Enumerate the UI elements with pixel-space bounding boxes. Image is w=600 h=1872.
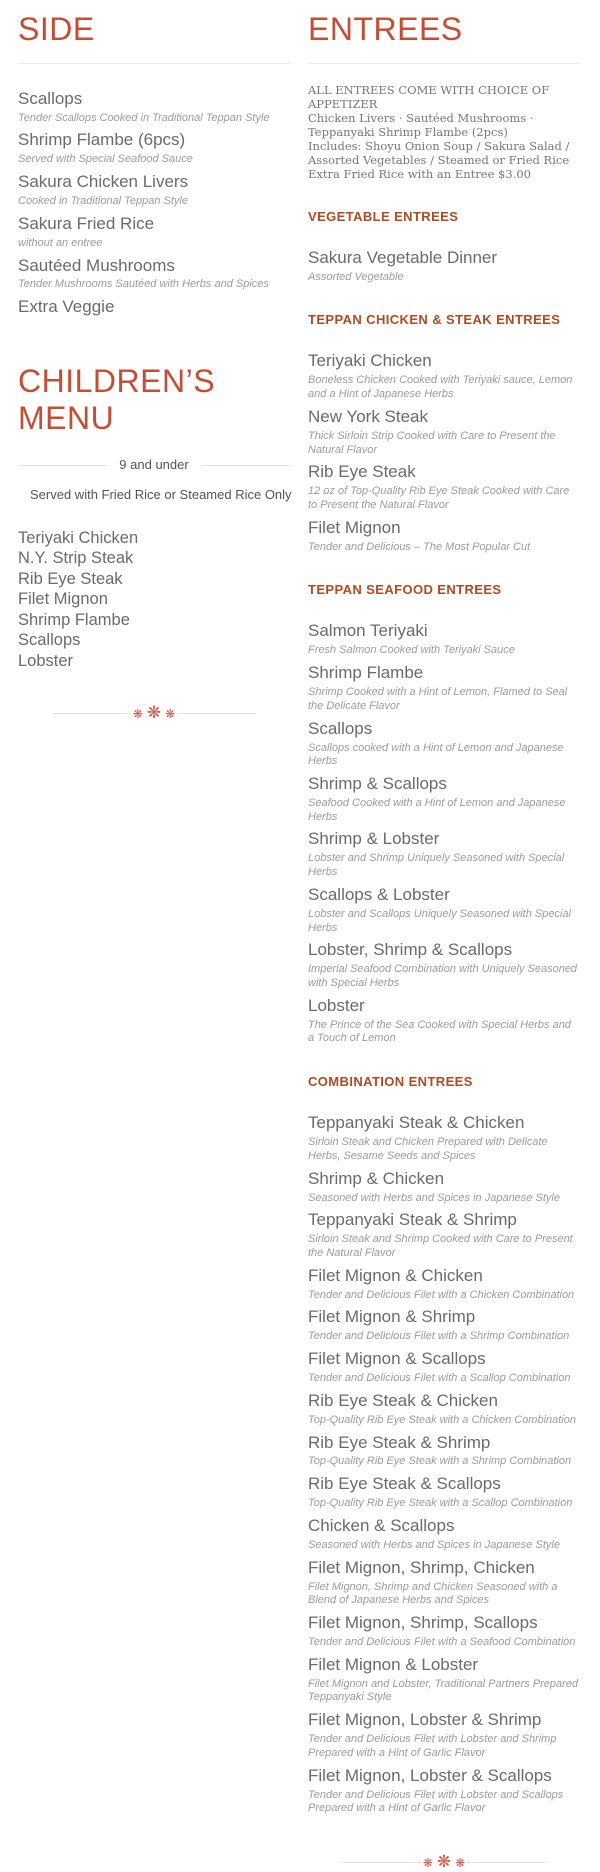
menu-item-desc: Tender and Delicious Filet with a Scallop Combination: [308, 1372, 571, 1385]
menu-item: [308, 1765, 580, 1816]
menu-item-name: Filet Mignon: [18, 590, 108, 609]
menu-item-name: Scallops & Lobster: [308, 884, 450, 904]
intro-line: Extra Fried Rice with an Entree $3.00: [308, 166, 531, 181]
intro-line: ALL ENTREES COME WITH CHOICE OF APPETIZER: [308, 82, 550, 111]
menu-item: [308, 517, 580, 555]
menu-item-name: Lobster: [308, 995, 365, 1015]
menu-item-desc: Seafood Cooked with a Hint of Lemon and Japanese Herbs: [308, 796, 566, 823]
menu-item-desc: The Prince of the Sea Cooked with Special Herbs and a Touch of Lemon: [308, 1018, 571, 1045]
menu-item-name: Rib Eye Steak & Shrimp: [308, 1432, 491, 1452]
menu-item: [18, 296, 290, 319]
menu-item-desc: Tender and Delicious Filet with Lobster and Scallops Prepared with a Hint of Garlic Flavor: [308, 1788, 564, 1815]
menu-item-name: Rib Eye Steak & Scallops: [308, 1474, 501, 1494]
seafood-items: [308, 620, 580, 1046]
flower-icon: ❋: [165, 706, 176, 721]
menu-item-desc: Fresh Salmon Cooked with Teriyaki Sauce: [308, 644, 515, 657]
menu-item-desc: Top-Quality Rib Eye Steak with a Chicken Combination: [308, 1413, 577, 1426]
menu-item-name: Shrimp & Lobster: [308, 829, 440, 849]
menu-item-name: Chicken & Scallops: [308, 1515, 455, 1535]
subsection-title-seafood: TEPPAN SEAFOOD ENTREES: [308, 582, 502, 598]
menu-item: [308, 1432, 580, 1470]
divider-line: [342, 1862, 421, 1863]
menu-item-name: Sakura Vegetable Dinner: [308, 247, 498, 267]
menu-item-name: Scallops: [18, 88, 83, 108]
menu-item-desc: Lobster and Shrimp Uniquely Seasoned with Special Herbs: [308, 852, 565, 879]
menu-item-name: Sakura Chicken Livers: [18, 172, 189, 192]
menu-item: [308, 1557, 580, 1608]
menu-item-desc: Tender Scallops Cooked in Traditional Teppan Style: [18, 111, 270, 124]
children-note-age: [18, 457, 290, 474]
menu-item: [308, 406, 580, 457]
entrees-section-title: ENTREES: [308, 11, 463, 47]
menu-item: [308, 995, 580, 1046]
menu-item-name: Lobster, Shrimp & Scallops: [308, 940, 513, 960]
menu-item-name: Scallops: [18, 631, 81, 650]
menu-item: [308, 884, 580, 935]
flower-icon: ❋: [455, 1855, 466, 1870]
menu-item: [308, 718, 580, 769]
menu-item-name: Rib Eye Steak: [18, 569, 123, 588]
subsection-title-chicken-steak: TEPPAN CHICKEN & STEAK ENTREES: [308, 312, 561, 328]
menu-item-desc: Tender and Delicious Filet with a Chicken Combination: [308, 1288, 575, 1301]
flower-icon: ❋: [146, 703, 162, 724]
vegetable-items: [308, 247, 580, 285]
intro-line: Chicken Livers · Sautéed Mushrooms · Teppanyaki Shrimp Flambe (2pcs): [308, 110, 534, 139]
divider-line: [177, 713, 256, 714]
menu-item-name: New York Steak: [308, 406, 429, 426]
menu-item-name: Filet Mignon & Scallops: [308, 1349, 486, 1369]
menu-item-desc: Seasoned with Herbs and Spices in Japanese Style: [308, 1191, 560, 1204]
menu-item: [18, 255, 290, 293]
menu-item-name: Shrimp Flambe: [308, 663, 424, 683]
menu-item-desc: Tender and Delicious Filet with a Seafood Combination: [308, 1635, 576, 1648]
menu-item-name: Teppanyaki Steak & Shrimp: [308, 1210, 517, 1230]
menu-item-name: Filet Mignon & Shrimp: [308, 1307, 476, 1327]
menu-item-name: Filet Mignon, Lobster & Shrimp: [308, 1710, 542, 1730]
menu-item-desc: Shrimp Cooked with a Hint of Lemon, Flamed to Seal the Delicate Flavor: [308, 686, 568, 712]
menu-item-desc: Imperial Seafood Combination with Uniquely Seasoned with Special Herbs: [308, 963, 578, 990]
menu-item-name: Teppanyaki Steak & Chicken: [308, 1113, 525, 1133]
menu-item-desc: Seasoned with Herbs and Spices in Japanese Style: [308, 1538, 560, 1551]
menu-item: [308, 1612, 580, 1650]
menu-item-desc: Filet Mignon and Lobster, Traditional Partners Prepared Teppanyaki Style: [308, 1677, 579, 1704]
menu-item-name: Sakura Fried Rice: [18, 213, 155, 233]
menu-item-name: Filet Mignon & Lobster: [308, 1654, 479, 1674]
menu-item-desc: Served with Special Seafood Sauce: [18, 153, 193, 166]
menu-item: [308, 1168, 580, 1206]
right-column: [308, 0, 580, 1871]
subsection-title-combination: COMBINATION ENTREES: [308, 1074, 473, 1090]
menu-item-desc: Scallops cooked with a Hint of Lemon and Japanese Herbs: [308, 741, 564, 768]
menu-item-desc: Cooked in Traditional Teppan Style: [18, 195, 188, 208]
menu-item-name: Filet Mignon: [308, 517, 401, 537]
side-items: [18, 88, 290, 319]
menu-item: [308, 773, 580, 824]
menu-item-desc: Tender and Delicious Filet with a Shrimp Combination: [308, 1330, 570, 1343]
menu-item-desc: Sirloin Steak and Shrimp Cooked with Care to Present the Natural Flavor: [308, 1233, 573, 1260]
menu-item-desc: Top-Quality Rib Eye Steak with a Scallop Combination: [308, 1497, 573, 1510]
menu-item: [18, 129, 290, 167]
menu-item: [308, 1306, 580, 1344]
menu-item-name: Scallops: [308, 718, 373, 738]
left-column: [18, 0, 290, 1871]
menu-item-desc: Assorted Vegetable: [308, 270, 404, 283]
menu-item-name: Lobster: [18, 651, 74, 670]
divider-line: [467, 1862, 546, 1863]
children-note-age-text: 9 and under: [119, 456, 189, 472]
menu-item: [18, 213, 290, 251]
menu-item-name: Filet Mignon, Shrimp, Chicken: [308, 1557, 535, 1577]
menu-item-name: Salmon Teriyaki: [308, 621, 428, 641]
menu-item-desc: Boneless Chicken Cooked with Teriyaki sauce, Lemon and a Hint of Japanese Herbs: [308, 374, 573, 401]
menu-item-desc: Tender and Delicious – The Most Popular Cut: [308, 540, 531, 553]
children-section-title: CHILDREN’S MENU: [18, 363, 216, 436]
divider-line: [18, 465, 107, 466]
menu-item-name: Extra Veggie: [18, 297, 115, 317]
menu-item: [308, 1709, 580, 1760]
menu-item-name: N.Y. Strip Steak: [18, 549, 134, 568]
menu-item-name: Sautéed Mushrooms: [18, 255, 175, 275]
section-separator: [52, 705, 256, 722]
flower-icon: ❋: [422, 1855, 433, 1870]
menu-item-name: Filet Mignon, Lobster & Scallops: [308, 1765, 552, 1785]
menu-item: [308, 662, 580, 713]
entrees-intro: [308, 83, 580, 181]
children-items: [18, 528, 290, 672]
side-section-title: SIDE: [18, 11, 95, 47]
menu-item: [308, 620, 580, 658]
children-note-rice-text: Served with Fried Rice or Steamed Rice Only: [30, 486, 292, 502]
flower-icon: ❋: [132, 706, 143, 721]
menu-item-name: Filet Mignon, Shrimp, Scallops: [308, 1613, 538, 1633]
menu-item: [18, 171, 290, 209]
menu-item: [308, 1390, 580, 1428]
menu-item-name: Teriyaki Chicken: [308, 351, 432, 371]
menu-item-desc: Thick Sirloin Strip Cooked with Care to Present the Natural Flavor: [308, 429, 556, 456]
menu-item-desc: Filet Mignon, Shrimp and Chicken Seasoned with a Blend of Japanese Herbs and Spices: [308, 1580, 558, 1607]
menu-item: [308, 461, 580, 512]
divider-line: [201, 465, 290, 466]
menu-item: [308, 350, 580, 401]
menu-item: [308, 1265, 580, 1303]
combination-items: [308, 1112, 580, 1816]
intro-line: Includes: Shoyu Onion Soup / Sakura Salad / Assorted Vegetables / Steamed or Fried Rice: [308, 138, 570, 167]
menu-item: [308, 1348, 580, 1386]
heading-divider: [308, 63, 580, 64]
menu-item-desc: without an entree: [18, 236, 103, 249]
menu-item-desc: Sirloin Steak and Chicken Prepared with Delicate Herbs, Sesame Seeds and Spices: [308, 1136, 548, 1162]
menu-item: [18, 88, 290, 126]
heading-divider: [18, 63, 290, 64]
menu-item-name: Rib Eye Steak & Chicken: [308, 1390, 498, 1410]
menu-item: [308, 1515, 580, 1553]
menu-item: [308, 247, 580, 285]
flower-icon: ❋: [436, 1852, 452, 1872]
menu-item: [308, 1473, 580, 1511]
menu-item: [308, 939, 580, 990]
subsection-title-vegetable: VEGETABLE ENTREES: [308, 208, 459, 224]
menu-item: [308, 828, 580, 879]
menu-item-desc: Tender Mushrooms Sautéed with Herbs and Spices: [18, 278, 269, 291]
menu-item-desc: Lobster and Scallops Uniquely Seasoned with Special Herbs: [308, 907, 571, 934]
divider-line: [52, 713, 131, 714]
menu-item: [308, 1112, 580, 1163]
menu-item-desc: Tender and Delicious Filet with Lobster and Shrimp Prepared with a Hint of Garlic Flavor: [308, 1733, 557, 1759]
menu-item-name: Shrimp Flambe: [18, 610, 130, 629]
menu-item-desc: 12 oz of Top-Quality Rib Eye Steak Cooked with Care to Present the Natural Flavor: [308, 485, 570, 512]
children-note-rice: [18, 487, 290, 504]
menu-item: [308, 1654, 580, 1705]
menu-item-name: Rib Eye Steak: [308, 462, 416, 482]
menu-item: [308, 1209, 580, 1260]
menu-item-name: Shrimp & Scallops: [308, 774, 447, 794]
menu-item-name: Shrimp Flambe (6pcs): [18, 130, 186, 150]
chicken-steak-items: [308, 350, 580, 554]
menu-item-name: Shrimp & Chicken: [308, 1168, 445, 1188]
menu-item-desc: Top-Quality Rib Eye Steak with a Shrimp Combination: [308, 1455, 572, 1468]
menu-item-name: Teriyaki Chicken: [18, 528, 139, 547]
section-separator: [342, 1854, 546, 1871]
menu-item-name: Filet Mignon & Chicken: [308, 1265, 483, 1285]
